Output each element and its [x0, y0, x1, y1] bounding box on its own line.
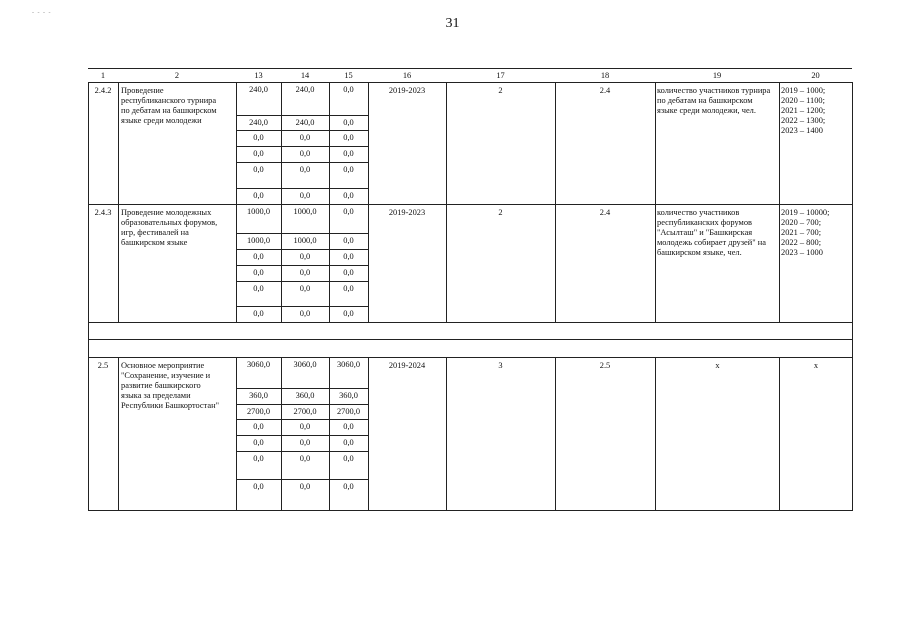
column-header: 20: [811, 71, 820, 80]
column-rule: [655, 82, 656, 205]
subrow-rule: [236, 162, 368, 163]
row-number: 2.4.3: [94, 208, 112, 217]
column-rule: [446, 82, 447, 205]
amount-cell: 2700,0: [293, 407, 317, 416]
subrow-rule: [236, 130, 368, 131]
period-cell: 2019-2023: [388, 208, 426, 217]
amount-cell: 240,0: [249, 118, 268, 127]
amount-cell: 3060,0: [293, 360, 317, 369]
column-header: 2: [174, 71, 180, 80]
row-rule: [88, 204, 852, 205]
target-values-cell: 2019 – 1000; 2020 – 1100; 2021 – 1200; 2022 – 1300; 2023 – 1400: [781, 86, 826, 135]
amount-cell: 240,0: [295, 118, 315, 127]
column-rule: [88, 357, 89, 511]
column-18-cell: 2.4: [599, 208, 611, 217]
amount-cell: 0,0: [343, 236, 354, 245]
column-rule: [555, 357, 556, 511]
column-rule: [281, 82, 282, 205]
amount-cell: 0,0: [299, 422, 311, 431]
amount-cell: 0,0: [343, 207, 354, 216]
amount-cell: 0,0: [253, 309, 264, 318]
table-left-rule: [88, 322, 89, 358]
column-rule: [852, 204, 853, 323]
period-cell: 2019-2023: [388, 86, 426, 95]
amount-cell: 240,0: [249, 85, 268, 94]
amount-cell: 1000,0: [246, 236, 271, 245]
column-rule: [368, 357, 369, 511]
amount-cell: 0,0: [343, 149, 354, 158]
subrow-rule: [236, 388, 368, 389]
amount-cell: 0,0: [343, 133, 354, 142]
subrow-rule: [236, 404, 368, 405]
amount-cell: 0,0: [343, 252, 354, 261]
amount-cell: 0,0: [299, 252, 311, 261]
amount-cell: 0,0: [253, 454, 264, 463]
target-values-cell: x: [813, 361, 819, 370]
amount-cell: 360,0: [249, 391, 268, 400]
amount-cell: 360,0: [339, 391, 358, 400]
column-rule: [236, 82, 237, 205]
table-right-rule: [852, 322, 853, 358]
activity-name: Проведение республиканского турнира по дебатам на башкирском языке среди молодежи: [121, 86, 217, 125]
amount-cell: 0,0: [253, 422, 264, 431]
column-header: 16: [402, 71, 412, 80]
amount-cell: 0,0: [343, 454, 354, 463]
row-number: 2.5: [97, 361, 109, 370]
period-cell: 2019-2024: [388, 361, 426, 370]
amount-cell: 2700,0: [246, 407, 271, 416]
amount-cell: 0,0: [343, 118, 354, 127]
amount-cell: 0,0: [343, 268, 354, 277]
corner-mark: - - - -: [32, 10, 52, 16]
table-top-rule: [88, 68, 852, 69]
column-rule: [852, 357, 853, 511]
column-18-cell: 2.5: [599, 361, 611, 370]
amount-cell: 0,0: [253, 165, 264, 174]
column-rule: [368, 204, 369, 323]
subrow-rule: [236, 306, 368, 307]
amount-cell: 0,0: [299, 454, 311, 463]
column-rule: [779, 82, 780, 205]
subrow-rule: [236, 281, 368, 282]
subrow-rule: [236, 435, 368, 436]
column-rule: [329, 82, 330, 205]
amount-cell: 0,0: [299, 268, 311, 277]
amount-cell: 1000,0: [293, 207, 317, 216]
column-rule: [329, 204, 330, 323]
activity-name: Основное мероприятие "Сохранение, изучение и развитие башкирского языка за пределами Республики Башкортостан": [121, 361, 220, 410]
amount-cell: 2700,0: [336, 407, 361, 416]
amount-cell: 0,0: [299, 149, 311, 158]
subrow-rule: [236, 479, 368, 480]
subrow-rule: [236, 115, 368, 116]
amount-cell: 0,0: [343, 309, 354, 318]
amount-cell: 3060,0: [336, 360, 361, 369]
column-rule: [118, 82, 119, 205]
column-header: 17: [496, 71, 505, 80]
amount-cell: 0,0: [253, 482, 264, 491]
column-rule: [281, 204, 282, 323]
column-header: 14: [300, 71, 310, 80]
column-18-cell: 2.4: [599, 86, 611, 95]
column-rule: [779, 357, 780, 511]
row-number: 2.4.2: [94, 86, 112, 95]
indicator-cell: количество участников республиканских форумов "Асылташ" и "Башкирская молодежь собирает друзей" на башкирском языке, чел.: [657, 208, 766, 257]
amount-cell: 3060,0: [246, 360, 271, 369]
row-rule: [88, 82, 852, 83]
indicator-cell: x: [715, 361, 720, 370]
column-rule: [88, 82, 89, 205]
amount-cell: 1000,0: [293, 236, 317, 245]
subrow-rule: [236, 451, 368, 452]
column-17-cell: 2: [498, 208, 503, 217]
column-rule: [236, 204, 237, 323]
subrow-rule: [236, 265, 368, 266]
amount-cell: 0,0: [253, 149, 264, 158]
column-17-cell: 2: [498, 86, 503, 95]
column-header: 1: [100, 71, 106, 80]
amount-cell: 0,0: [253, 438, 264, 447]
column-rule: [446, 204, 447, 323]
column-rule: [368, 82, 369, 205]
amount-cell: 0,0: [343, 165, 354, 174]
amount-cell: 0,0: [343, 85, 354, 94]
column-rule: [655, 204, 656, 323]
amount-cell: 0,0: [299, 133, 311, 142]
amount-cell: 1000,0: [246, 207, 271, 216]
amount-cell: 0,0: [299, 482, 311, 491]
indicator-cell: количество участников турнира по дебатам на башкирском языке среди молодежи, чел.: [657, 86, 771, 115]
row-rule: [88, 357, 852, 358]
column-header: 13: [254, 71, 263, 80]
column-rule: [88, 204, 89, 323]
amount-cell: 0,0: [253, 191, 264, 200]
amount-cell: 0,0: [299, 165, 311, 174]
subrow-rule: [236, 249, 368, 250]
amount-cell: 0,0: [253, 133, 264, 142]
amount-cell: 0,0: [299, 309, 311, 318]
amount-cell: 0,0: [299, 438, 311, 447]
column-rule: [555, 204, 556, 323]
row-rule: [88, 322, 852, 323]
amount-cell: 0,0: [299, 284, 311, 293]
amount-cell: 0,0: [343, 191, 354, 200]
column-rule: [118, 357, 119, 511]
amount-cell: 0,0: [253, 252, 264, 261]
amount-cell: 0,0: [343, 284, 354, 293]
amount-cell: 240,0: [295, 85, 315, 94]
amount-cell: 360,0: [295, 391, 315, 400]
subrow-rule: [236, 233, 368, 234]
subrow-rule: [236, 419, 368, 420]
amount-cell: 0,0: [253, 284, 264, 293]
amount-cell: 0,0: [343, 438, 354, 447]
subrow-rule: [236, 146, 368, 147]
column-rule: [852, 82, 853, 205]
column-header: 15: [344, 71, 353, 80]
column-rule: [118, 204, 119, 323]
amount-cell: 0,0: [299, 191, 311, 200]
subrow-rule: [236, 188, 368, 189]
column-rule: [555, 82, 556, 205]
page-number: 31: [445, 16, 460, 31]
row-rule: [88, 510, 852, 511]
column-header: 18: [600, 71, 610, 80]
amount-cell: 0,0: [343, 482, 354, 491]
separator-rule: [88, 339, 852, 340]
column-17-cell: 3: [498, 361, 503, 370]
amount-cell: 0,0: [253, 268, 264, 277]
column-header: 19: [712, 71, 722, 80]
amount-cell: 0,0: [343, 422, 354, 431]
target-values-cell: 2019 – 10000; 2020 – 700; 2021 – 700; 2022 – 800; 2023 – 1000: [781, 208, 830, 257]
column-rule: [446, 357, 447, 511]
column-rule: [655, 357, 656, 511]
column-rule: [779, 204, 780, 323]
activity-name: Проведение молодежных образовательных форумов, игр, фестивалей на башкирском языке: [121, 208, 218, 247]
